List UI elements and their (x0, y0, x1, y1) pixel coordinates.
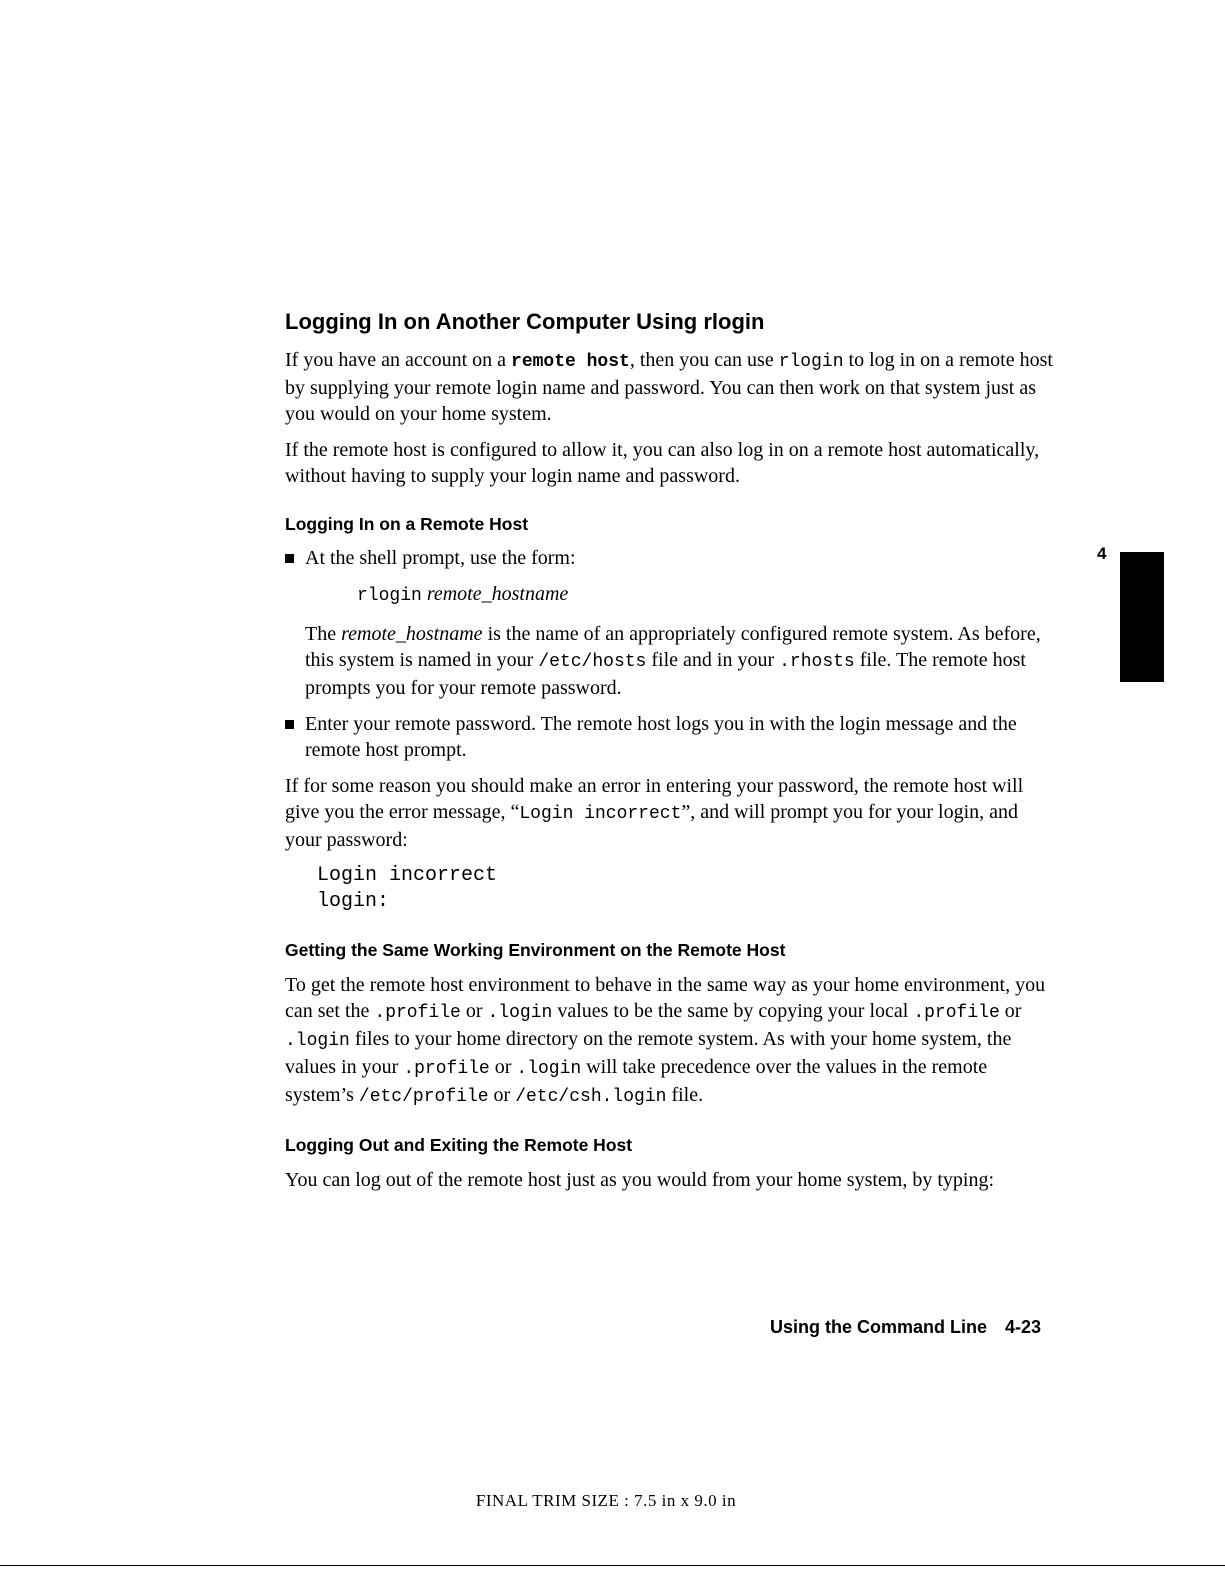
list-item (285, 711, 1055, 763)
code-line: login: (317, 890, 390, 914)
code-login: .login (516, 1059, 582, 1080)
list-item (285, 545, 1055, 701)
bullet-note (305, 621, 1055, 701)
code-rhosts: .rhosts (779, 652, 855, 673)
command-name: rlogin (357, 586, 422, 607)
code-etc-csh-login: /etc/csh.login (515, 1087, 667, 1108)
text-run: to log in on a remote host by supplying your remote login name and password. You can then work on that system just as you would on your home system. (285, 348, 1053, 425)
intro-paragraph-2: If the remote host is configured to allow it, you can also log in on a remote host automatically, without having to supply your login name and password. (285, 438, 1040, 487)
text-run: values to be the same by copying your local (552, 1000, 914, 1023)
code-profile: .profile (374, 1003, 461, 1024)
text-run: or (489, 1056, 517, 1079)
trim-line (0, 1565, 1225, 1566)
text-run: or (999, 1000, 1022, 1023)
code-block (285, 863, 1055, 915)
logout-paragraph: You can log out of the remote host just as you would from your home system, by typing: (285, 1168, 995, 1191)
subsection-title-environment: Getting the Same Working Environment on the Remote Host (285, 940, 786, 961)
command-argument: remote_hostname (426, 583, 569, 606)
section-title: Logging In on Another Computer Using rlogin (285, 309, 765, 334)
text-run: is the name of an appropriately configured remote system. As before, this system is named in your (305, 623, 1041, 672)
text-run: file. The remote host prompts you for your remote password. (305, 649, 1026, 700)
bullet-text: Enter your remote password. The remote host logs you in with the login message and the remote host prompt. (305, 713, 1017, 762)
intro-paragraph-1 (285, 347, 1055, 427)
text-run: ”, and will prompt you for your login, and your password: (285, 801, 1019, 852)
text-run: files to your home directory on the remote system. As with your home system, the values in your (285, 1028, 1012, 1079)
text-run: , then you can use (629, 348, 779, 371)
text-run: will take precedence over the values in the remote system’s (285, 1056, 988, 1107)
bullet-text: At the shell prompt, use the form: (305, 547, 576, 570)
code-profile: .profile (913, 1003, 1000, 1024)
code-login: .login (285, 1031, 350, 1052)
code-line: Login incorrect (317, 864, 498, 888)
page-content (285, 308, 1055, 1203)
page-footer (770, 1317, 1041, 1338)
text-run: file. (666, 1084, 704, 1107)
subsection-title-logging-out: Logging Out and Exiting the Remote Host (285, 1135, 633, 1156)
code-login: .login (487, 1003, 553, 1024)
chapter-tab-marker (1120, 552, 1164, 682)
bullet-square-icon (285, 720, 294, 729)
code-etc-profile: /etc/profile (358, 1087, 489, 1108)
chapter-tab-number: 4 (1097, 544, 1107, 563)
text-run: or (488, 1084, 516, 1107)
text-run: or (460, 1000, 488, 1023)
subsection-title-logging-in: Logging In on a Remote Host (285, 513, 529, 534)
code-profile: .profile (403, 1059, 490, 1080)
trim-size-note: FINAL TRIM SIZE : 7.5 in x 9.0 in (475, 1491, 737, 1510)
text-run: If you have an account on a (285, 348, 512, 371)
text-run: file and in your (646, 649, 780, 672)
command-example (305, 581, 1055, 609)
text-run: The (305, 623, 342, 646)
text-run: To get the remote host environment to behave in the same way as your home environment, you can set the (285, 974, 1046, 1023)
environment-paragraph (285, 972, 1055, 1110)
footer-page-number: 4-23 (1004, 1317, 1041, 1337)
code-etc-hosts: /etc/hosts (538, 652, 647, 673)
term-remote-hostname: remote_hostname (341, 623, 483, 646)
footer-chapter-title: Using the Command Line (769, 1317, 987, 1337)
code-login-incorrect: Login incorrect (519, 804, 682, 825)
bullet-square-icon (285, 554, 294, 563)
term-remote-host: remote host (511, 351, 630, 372)
code-rlogin: rlogin (778, 351, 844, 372)
error-paragraph (285, 773, 1055, 853)
text-run: If for some reason you should make an error in entering your password, the remote host will give you the error message, “ (285, 775, 1024, 824)
